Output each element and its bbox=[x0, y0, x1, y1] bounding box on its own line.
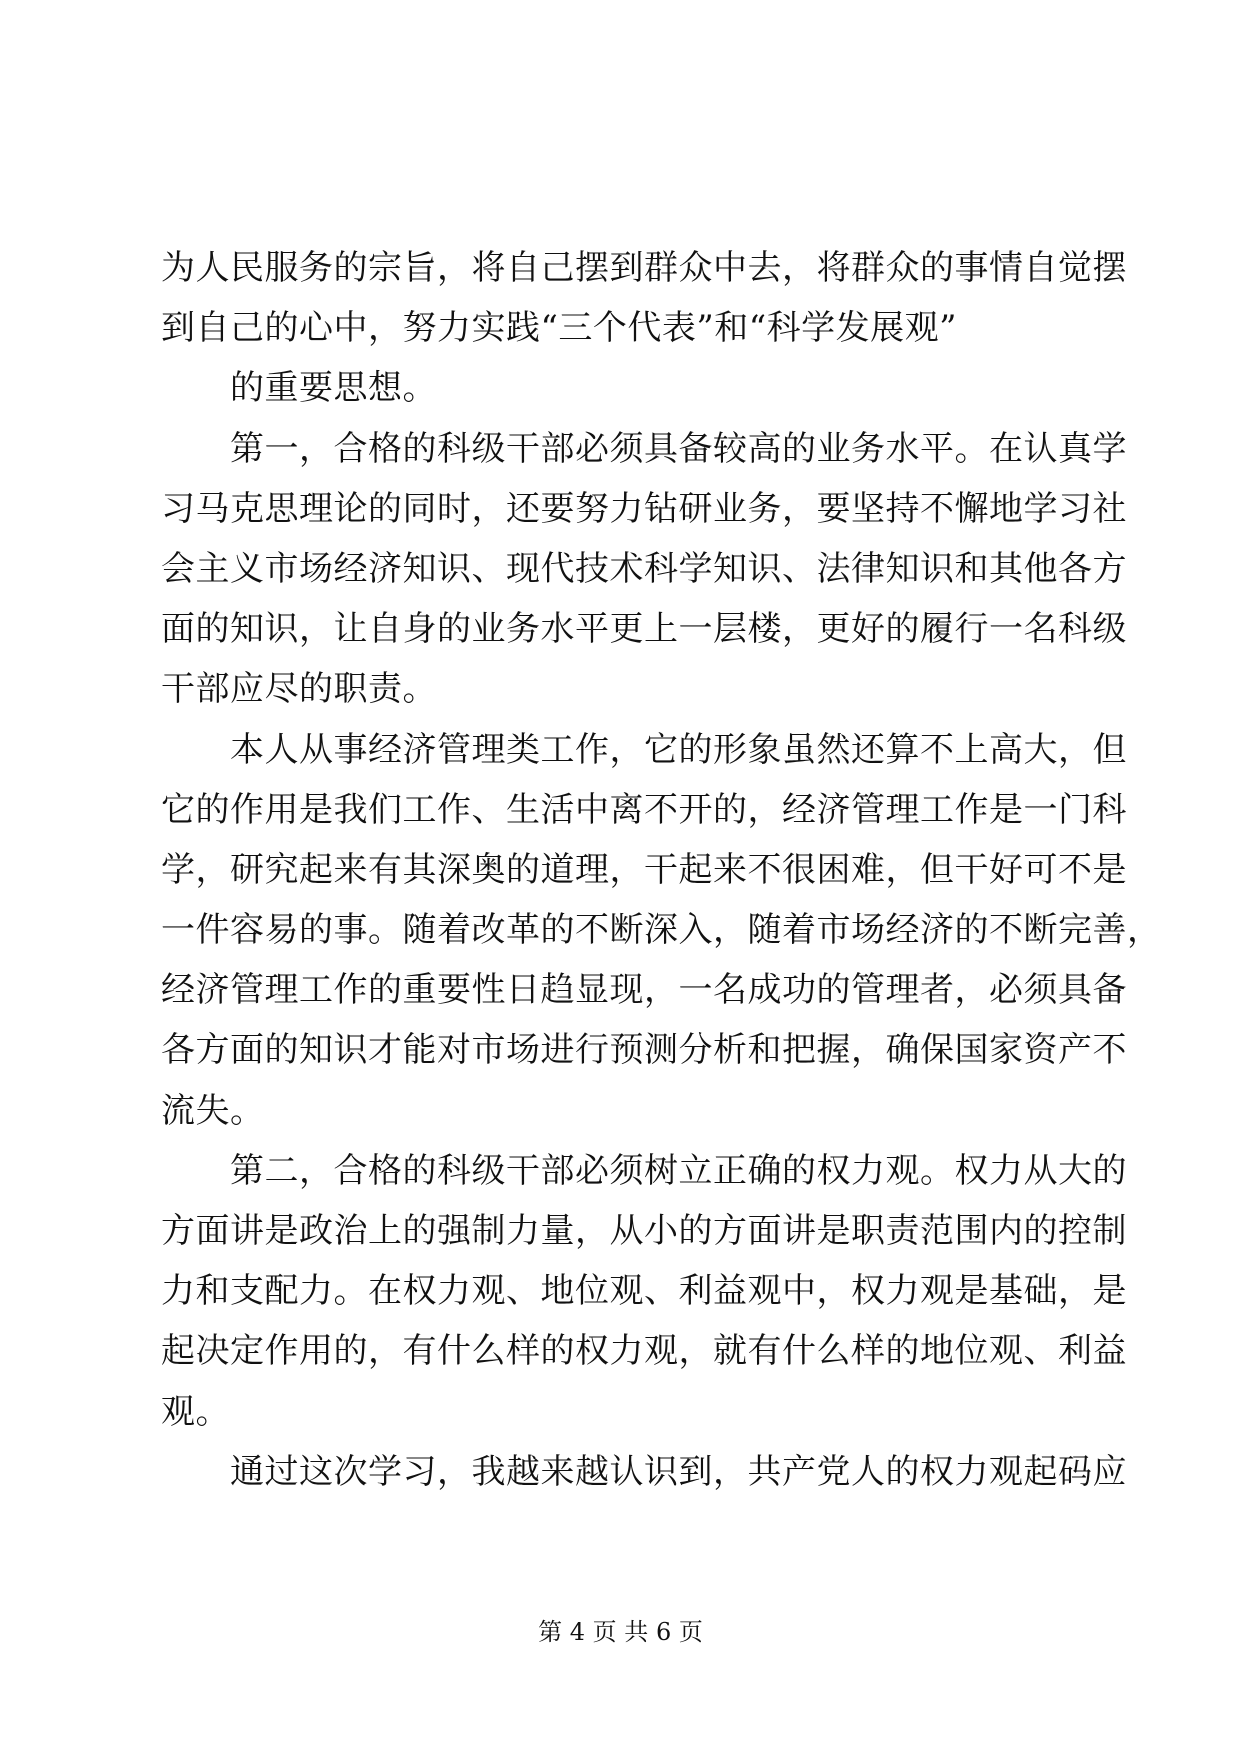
text-line: 干部应尽的职责。 bbox=[161, 669, 437, 710]
text-line: 到自己的心中，努力实践“三个代表”和“科学发展观” bbox=[161, 308, 958, 349]
text-line: 各方面的知识才能对市场进行预测分析和把握，确保国家资产不 bbox=[161, 1030, 1127, 1071]
text-line: 观。 bbox=[161, 1391, 230, 1432]
text-line: 流失。 bbox=[161, 1090, 265, 1131]
paragraph-start: 通过这次学习，我越来越认识到，共产党人的权力观起码应 bbox=[230, 1451, 1127, 1492]
text-line: 学，研究起来有其深奥的道理，干起来不很困难，但干好可不是 bbox=[161, 849, 1127, 890]
text-line: 会主义市场经济知识、现代技术科学知识、法律知识和其他各方 bbox=[161, 548, 1127, 589]
paragraph-start: 第一，合格的科级干部必须具备较高的业务水平。在认真学 bbox=[230, 428, 1127, 469]
text-line: 方面讲是政治上的强制力量，从小的方面讲是职责范围内的控制 bbox=[161, 1211, 1127, 1251]
paragraph-start: 第二，合格的科级干部必须树立正确的权力观。权力从大的 bbox=[230, 1150, 1127, 1191]
text-line: 起决定作用的，有什么样的权力观，就有什么样的地位观、利益 bbox=[161, 1331, 1127, 1372]
text-line: 经济管理工作的重要性日趋显现，一名成功的管理者，必须具备 bbox=[161, 970, 1127, 1011]
text-line: 它的作用是我们工作、生活中离不开的，经济管理工作是一门科 bbox=[161, 789, 1127, 830]
text-line: 习马克思理论的同时，还要努力钻研业务，要坚持不懈地学习社 bbox=[161, 488, 1127, 529]
text-line: 力和支配力。在权力观、地位观、利益观中，权力观是基础，是 bbox=[161, 1271, 1127, 1312]
page-number-footer: 第 4 页 共 6 页 bbox=[538, 1618, 703, 1646]
paragraph-start: 本人从事经济管理类工作，它的形象虽然还算不上高大，但 bbox=[230, 729, 1127, 770]
text-line: 面的知识，让自身的业务水平更上一层楼，更好的履行一名科级 bbox=[161, 609, 1127, 650]
text-line: 为人民服务的宗旨，将自己摆到群众中去，将群众的事情自觉摆 bbox=[161, 248, 1127, 288]
text-line: 的重要思想。 bbox=[230, 368, 437, 409]
text-line: 一件容易的事。随着改革的不断深入，随着市场经济的不断完善， bbox=[161, 910, 1162, 951]
document-body bbox=[161, 238, 1162, 1502]
